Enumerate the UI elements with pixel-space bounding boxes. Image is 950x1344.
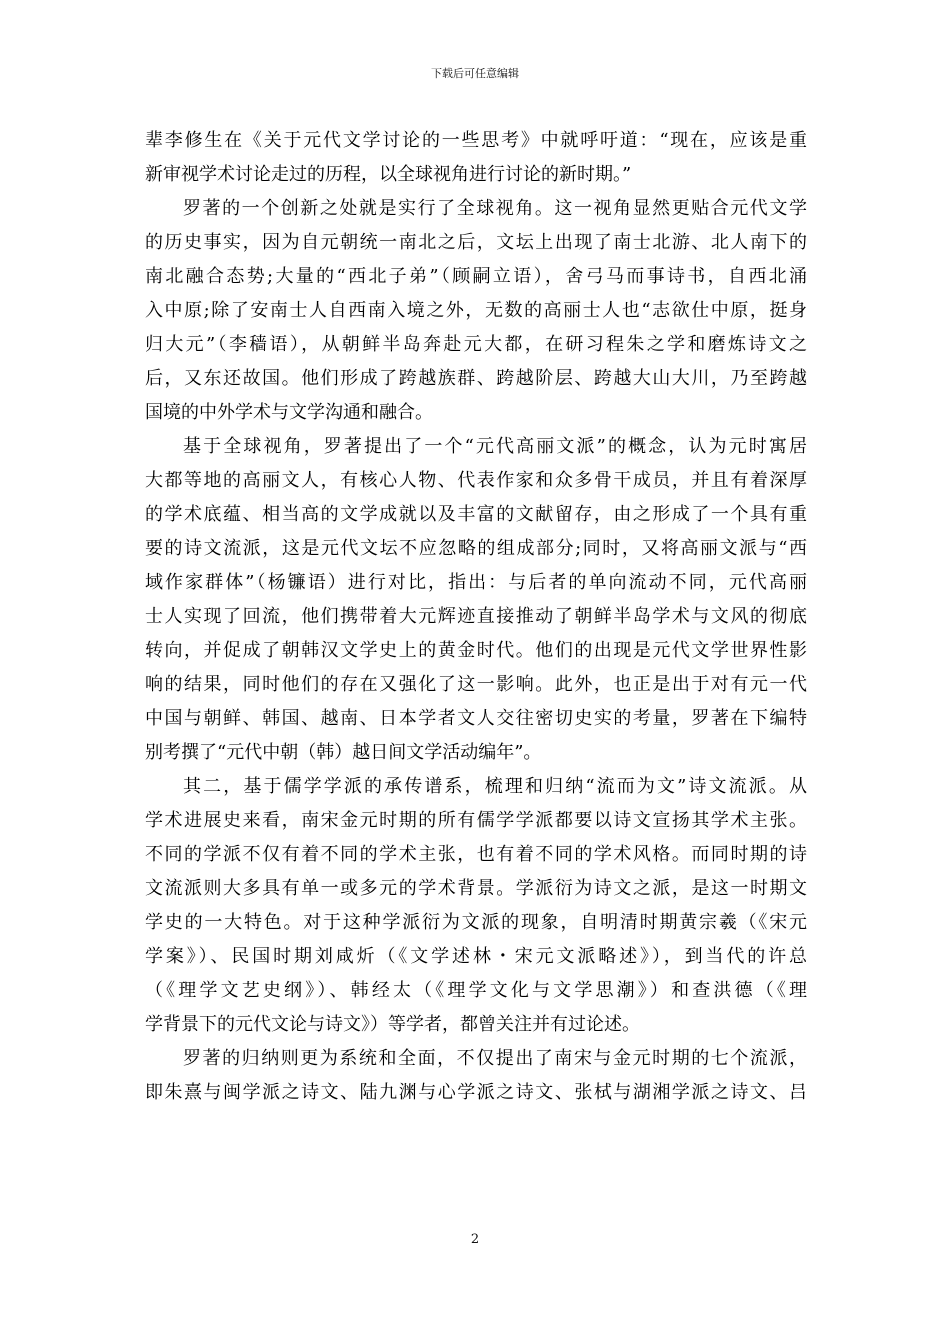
text-line: 转向，并促成了朝韩汉文学史上的黄金时代。他们的出现是元代文学世界性影 xyxy=(145,640,807,661)
text-line: 其二，基于儒学学派的承传谱系，梳理和归纳“流而为文”诗文流派。从 xyxy=(183,776,807,797)
text-line: 不同的学派不仅有着不同的学术主张，也有着不同的学术风格。而同时期的诗 xyxy=(145,844,807,865)
text-line: 别考撰了“元代中朝（韩）越日间文学活动编年”。 xyxy=(145,742,542,763)
text-line: 大都等地的高丽文人，有核心人物、代表作家和众多骨干成员，并且有着深厚 xyxy=(145,470,807,491)
paragraph xyxy=(145,192,807,430)
text-line: 后，又东还故国。他们形成了跨越族群、跨越阶层、跨越大山大川，乃至跨越 xyxy=(145,368,807,389)
paragraph xyxy=(145,770,807,1042)
text-line: 即朱熹与闽学派之诗文、陆九渊与心学派之诗文、张栻与湖湘学派之诗文、吕 xyxy=(145,1082,807,1103)
text-line: 南北融合态势;大量的“西北子弟”（顾嗣立语），舍弓马而事诗书，自西北涌 xyxy=(145,266,807,287)
text-line: 的学术底蕴、相当高的文学成就以及丰富的文献留存，由之形成了一个具有重 xyxy=(145,504,807,525)
text-line: 的历史事实，因为自元朝统一南北之后，文坛上出现了南士北游、北人南下的 xyxy=(145,232,807,253)
text-line: 罗著的归纳则更为系统和全面，不仅提出了南宋与金元时期的七个流派， xyxy=(183,1048,807,1069)
text-line: 国境的中外学术与文学沟通和融合。 xyxy=(145,402,433,423)
text-line: 罗著的一个创新之处就是实行了全球视角。这一视角显然更贴合元代文学 xyxy=(183,198,807,219)
paragraph xyxy=(145,124,807,192)
text-line: 新审视学术讨论走过的历程，以全球视角进行讨论的新时期。” xyxy=(145,164,632,185)
page-number: 2 xyxy=(470,1232,480,1247)
page-header: 下载后可任意编辑 xyxy=(431,67,519,80)
text-line: 士人实现了回流，他们携带着大元辉迹直接推动了朝鲜半岛学术与文风的彻底 xyxy=(145,606,807,627)
text-line: 基于全球视角，罗著提出了一个“元代高丽文派”的概念，认为元时寓居 xyxy=(183,436,807,457)
text-line: 响的结果，同时他们的存在又强化了这一影响。此外，也正是出于对有元一代 xyxy=(145,674,807,695)
text-line: 域作家群体”（杨镰语）进行对比，指出：与后者的单向流动不同，元代高丽 xyxy=(145,572,807,593)
document-body xyxy=(145,124,807,1110)
paragraph xyxy=(145,1042,807,1110)
text-line: 中国与朝鲜、韩国、越南、日本学者文人交往密切史实的考量，罗著在下编特 xyxy=(145,708,807,729)
text-line: 学史的一大特色。对于这种学派衍为文派的现象，自明清时期黄宗羲（《宋元 xyxy=(145,912,807,933)
text-line: 文流派则大多具有单一或多元的学术背景。学派衍为诗文之派，是这一时期文 xyxy=(145,878,807,899)
text-line: 归大元”（李穑语），从朝鲜半岛奔赴元大都，在研习程朱之学和磨炼诗文之 xyxy=(145,334,807,355)
paragraph xyxy=(145,430,807,770)
text-line: 学背景下的元代文论与诗文》）等学者，都曾关注并有过论述。 xyxy=(145,1014,640,1035)
text-line: （《理学文艺史纲》）、韩经太（《理学文化与文学思潮》）和查洪德（《理 xyxy=(145,980,807,1001)
text-line: 学术进展史来看，南宋金元时期的所有儒学学派都要以诗文宣扬其学术主张。 xyxy=(145,810,807,831)
text-line: 学案》）、民国时期刘咸炘（《文学述林・宋元文派略述》），到当代的许总 xyxy=(145,946,807,967)
text-line: 要的诗文流派，这是元代文坛不应忽略的组成部分;同时，又将高丽文派与“西 xyxy=(145,538,807,559)
text-line: 辈李修生在《关于元代文学讨论的一些思考》中就呼吁道：“现在，应该是重 xyxy=(145,130,807,151)
text-line: 入中原;除了安南士人自西南入境之外，无数的高丽士人也“志欲仕中原，挺身 xyxy=(145,300,807,321)
